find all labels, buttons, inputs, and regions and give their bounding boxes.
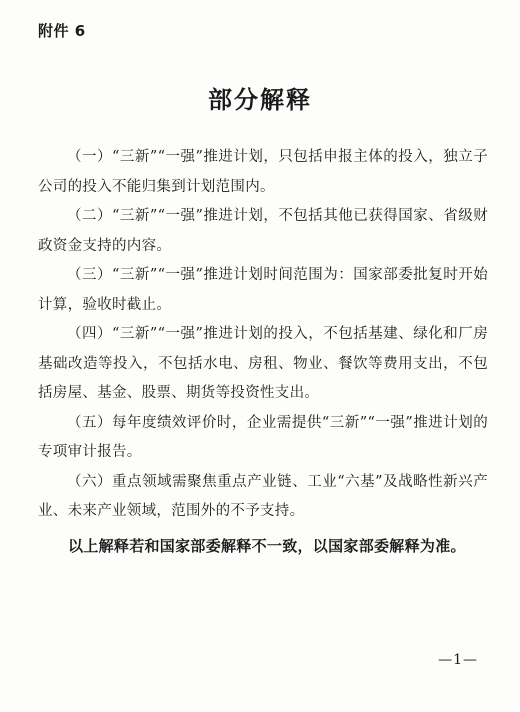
paragraph-1: （一）“三新”“一强”推进计划，只包括申报主体的投入，独立子公司的投入不能归集到计划范围内。 <box>38 149 488 195</box>
paragraph-6: （六）重点领域需聚焦重点产业链、工业“六基”及战略性新兴产业、未来产业领域，范围外的不予支持。 <box>38 473 488 519</box>
paragraph-5: （五）每年度绩效评价时，企业需提供“三新”“一强”推进计划的专项审计报告。 <box>38 414 488 460</box>
page-number: —1— <box>438 652 478 668</box>
document-body <box>38 143 488 527</box>
paragraph-2: （二）“三新”“一强”推进计划，不包括其他已获得国家、省级财政资金支持的内容。 <box>38 208 488 254</box>
page-title: 部分解释 <box>208 86 312 114</box>
conclusion-statement: 以上解释若和国家部委解释不一致，以国家部委解释为准。 <box>68 537 466 555</box>
paragraph-4: （四）“三新”“一强”推进计划的投入，不包括基建、绿化和厂房基础改造等投入，不包括水电、房租、物业、餐饮等费用支出，不包括房屋、基金、股票、期货等投资性支出。 <box>38 326 488 401</box>
paragraph-3: （三）“三新”“一强”推进计划时间范围为：国家部委批复时开始计算，验收时截止。 <box>38 267 488 313</box>
attachment-label: 附件 6 <box>38 22 86 40</box>
